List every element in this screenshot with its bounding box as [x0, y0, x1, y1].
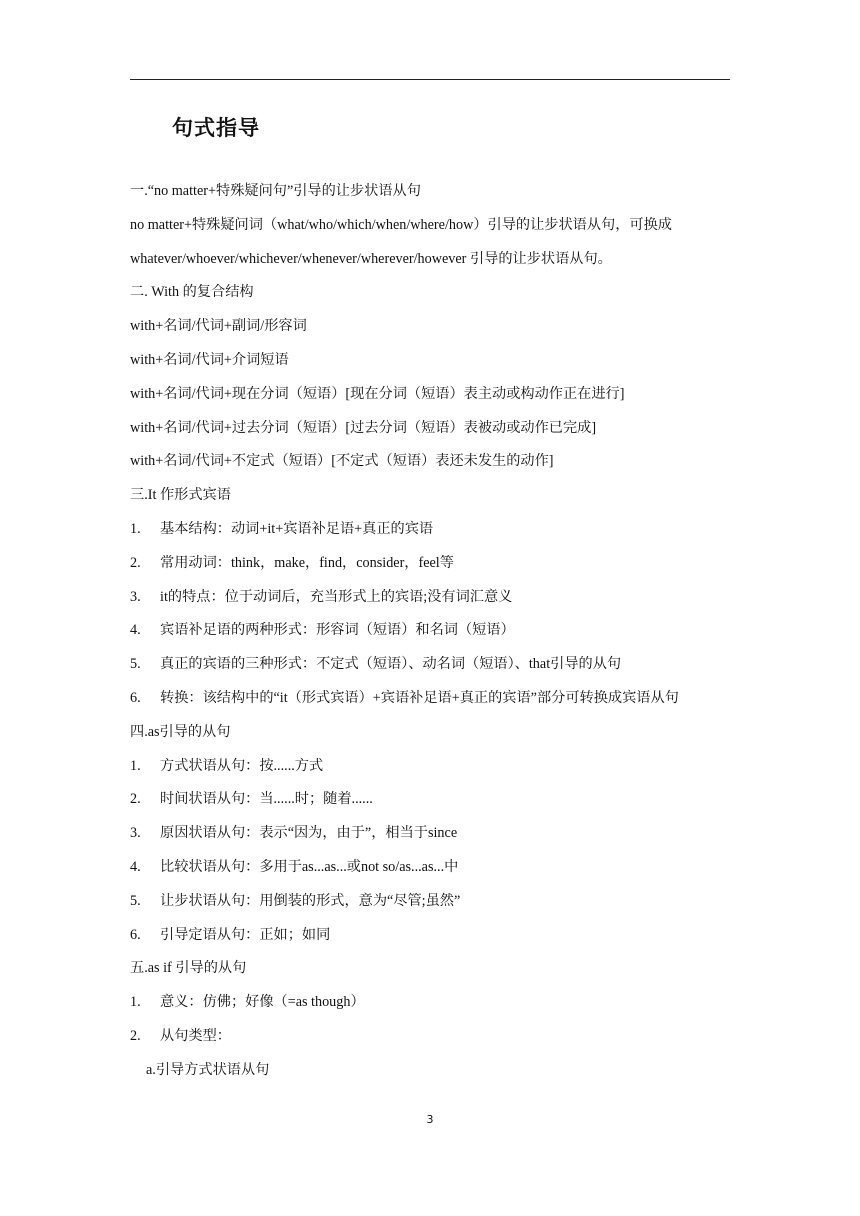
list-number: 5.: [130, 892, 141, 909]
line-text: 让步状语从句：用倒装的形式，意为“尽管;虽然”: [160, 892, 461, 909]
list-number: 1.: [130, 520, 141, 537]
list-number: 6.: [130, 926, 141, 943]
line-text: 基本结构：动词+it+宾语补足语+真正的宾语: [160, 520, 434, 537]
list-number: 2.: [130, 1027, 141, 1044]
text-line: [130, 282, 740, 316]
text-line: [130, 992, 740, 1026]
line-text: 四.as引导的从句: [130, 723, 231, 740]
list-number: 2.: [130, 791, 141, 808]
header-rule: [130, 79, 730, 80]
line-text: 比较状语从句：多用于as...as...或not so/as...as...中: [160, 858, 459, 875]
list-number: 3.: [130, 588, 141, 605]
line-text: 二. With 的复合结构: [130, 284, 254, 301]
line-text: 宾语补足语的两种形式：形容词（短语）和名词（短语）: [160, 622, 515, 639]
text-line: [130, 1060, 740, 1094]
text-line: [130, 891, 740, 925]
page-number: 3: [426, 1113, 434, 1126]
text-line: [130, 789, 740, 823]
line-text: 从句类型：: [160, 1027, 231, 1044]
line-text: 常用动词：think，make，find，consider，feel等: [160, 554, 454, 571]
line-text: with+名词/代词+介词短语: [130, 351, 289, 368]
line-text: 一.“no matter+特殊疑问句”引导的让步状语从句: [130, 183, 421, 199]
line-text: with+名词/代词+现在分词（短语）[现在分词（短语）表主动或构动作正在进行]: [130, 385, 625, 402]
text-line: [130, 587, 740, 621]
list-number: 2.: [130, 554, 141, 571]
list-number: 4.: [130, 622, 141, 639]
text-line: [130, 722, 740, 756]
text-line: [130, 823, 740, 857]
line-text: 方式状语从句：按......方式: [160, 757, 324, 774]
list-number: 1.: [130, 994, 141, 1011]
text-line: [130, 249, 740, 283]
list-number: 3.: [130, 825, 141, 842]
line-text: whatever/whoever/whichever/whenever/wherever/however 引导的让步状语从句。: [130, 250, 612, 267]
text-line: [130, 451, 740, 485]
list-number: 5.: [130, 656, 141, 673]
line-text: 五.as if 引导的从句: [130, 960, 247, 977]
text-line: [130, 485, 740, 519]
document-body: [130, 181, 740, 1094]
line-text: 引导定语从句：正如；如同: [160, 926, 331, 943]
text-line: [130, 418, 740, 452]
text-line: [130, 181, 740, 215]
line-text: a.引导方式状语从句: [146, 1061, 270, 1078]
line-text: 真正的宾语的三种形式：不定式（短语）、动名词（短语）、that引导的从句: [160, 656, 622, 673]
list-number: 1.: [130, 757, 141, 774]
line-text: no matter+特殊疑问词（what/who/which/when/where/how）引导的让步状语从句，可换成: [130, 216, 672, 233]
line-text: with+名词/代词+过去分词（短语）[过去分词（短语）表被动或动作已完成]: [130, 419, 597, 436]
text-line: [130, 215, 740, 249]
text-line: [130, 553, 740, 587]
line-text: 原因状语从句：表示“因为，由于”，相当于since: [160, 825, 458, 842]
line-text: 时间状语从句：当......时；随着......: [160, 791, 373, 808]
line-text: 意义：仿佛；好像（=as though）: [160, 994, 365, 1011]
line-text: with+名词/代词+副词/形容词: [130, 318, 307, 335]
text-line: [130, 654, 740, 688]
text-line: [130, 958, 740, 992]
text-line: [130, 756, 740, 790]
text-line: [130, 350, 740, 384]
text-line: [130, 688, 740, 722]
text-line: [130, 1026, 740, 1060]
line-text: 三.It 作形式宾语: [130, 487, 231, 504]
page-title: 句式指导: [172, 116, 260, 140]
line-text: 转换：该结构中的“it（形式宾语）+宾语补足语+真正的宾语”部分可转换成宾语从句: [160, 689, 679, 706]
text-line: [130, 519, 740, 553]
text-line: [130, 925, 740, 959]
text-line: [130, 620, 740, 654]
list-number: 4.: [130, 858, 141, 875]
list-number: 6.: [130, 689, 141, 706]
text-line: [130, 857, 740, 891]
line-text: with+名词/代词+不定式（短语）[不定式（短语）表还未发生的动作]: [130, 453, 554, 470]
text-line: [130, 384, 740, 418]
text-line: [130, 316, 740, 350]
line-text: it的特点：位于动词后，充当形式上的宾语;没有词汇意义: [160, 588, 513, 605]
